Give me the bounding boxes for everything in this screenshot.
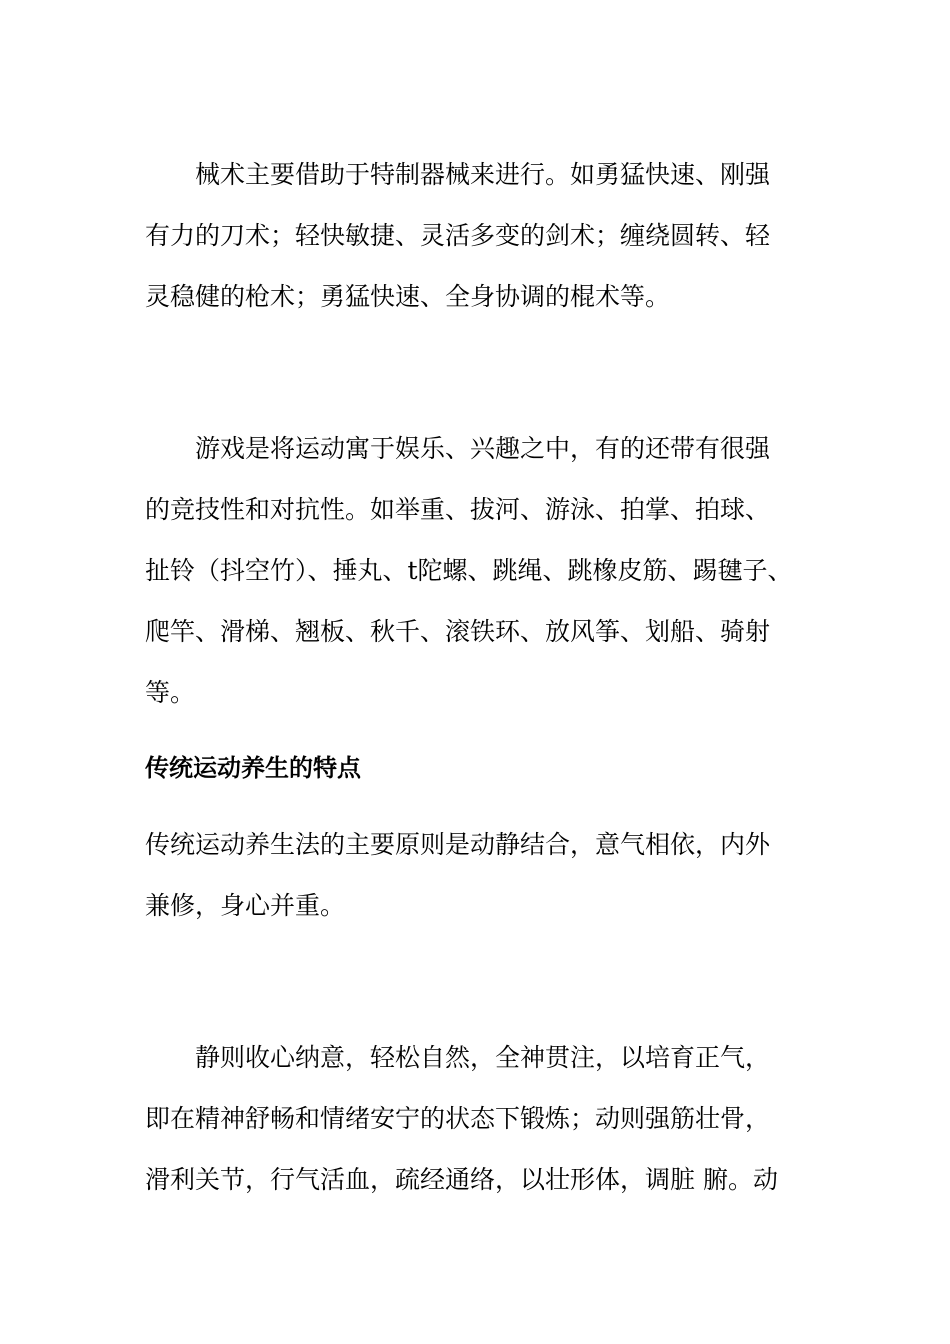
paragraph-line: 爬竿、滑梯、翘板、秋千、滚铁环、放风筝、划船、骑射: [145, 617, 771, 646]
paragraph-line: 械术主要借助于特制器械来进行。如勇猛快速、刚强: [195, 160, 771, 189]
section-heading: 传统运动养生的特点: [145, 754, 361, 782]
paragraph-line: 灵稳健的枪术；勇猛快速、全身协调的棍术等。: [145, 282, 671, 311]
paragraph-line: 滑利关节，行气活血，疏经通络，以壮形体，调脏 腑。动: [145, 1165, 778, 1194]
paragraph-line: 即在精神舒畅和情绪安宁的状态下锻炼；动则强筋壮骨，: [145, 1104, 771, 1133]
paragraph-line: 扯铃（抖空竹）、捶丸、t陀螺、跳绳、跳橡皮筋、踢毽子、: [145, 556, 793, 585]
paragraph-line: 传统运动养生法的主要原则是动静结合，意气相依，内外: [145, 830, 771, 859]
paragraph-line: 的竞技性和对抗性。如举重、拔河、游泳、拍掌、拍球、: [145, 495, 771, 524]
paragraph-line: 游戏是将运动寓于娱乐、兴趣之中，有的还带有很强: [195, 434, 771, 463]
paragraph-line: 等。: [145, 678, 196, 707]
paragraph-line: 有力的刀术；轻快敏捷、灵活多变的剑术；缠绕圆转、轻: [145, 221, 771, 250]
paragraph-line: 静则收心纳意，轻松自然，全神贯注，以培育正气，: [195, 1043, 771, 1072]
paragraph-line: 兼修，身心并重。: [145, 891, 346, 920]
